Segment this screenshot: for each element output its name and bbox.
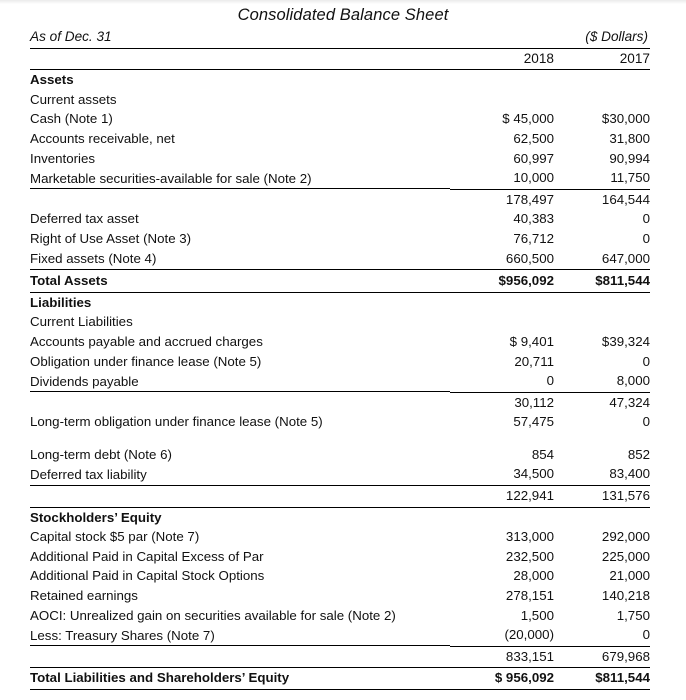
total-assets-value-2017: $811,544 xyxy=(554,270,650,293)
total-liabilities-row xyxy=(30,486,650,508)
table-row xyxy=(30,109,650,129)
line-item-value-2017: 140,218 xyxy=(601,588,650,604)
units-spacer xyxy=(450,27,554,48)
line-item-value-2017: 31,800 xyxy=(609,130,650,146)
line-item-label: Accounts payable and accrued charges xyxy=(30,333,263,349)
line-item-value-2017: $39,324 xyxy=(601,333,650,349)
line-item-label: Accounts receivable, net xyxy=(30,130,175,146)
line-item-value-2018: 40,383 xyxy=(513,211,554,227)
line-item-value-2018: 232,500 xyxy=(505,548,554,564)
table-row xyxy=(30,149,650,169)
table-row xyxy=(30,229,650,249)
table-row xyxy=(30,527,650,547)
line-item-value-2017: 8,000 xyxy=(554,371,650,392)
line-item-label: AOCI: Unrealized gain on securities available for sale (Note 2) xyxy=(30,607,396,623)
table-row xyxy=(30,445,650,465)
subtotal-label xyxy=(30,189,450,209)
line-item-label-text: Deferred tax liability xyxy=(30,465,450,486)
table-row xyxy=(30,332,650,352)
line-item-label: Cash (Note 1) xyxy=(30,111,113,127)
subsection-heading-current-liabilities xyxy=(30,312,650,332)
total-liabilities-value-2017: 131,576 xyxy=(554,486,650,508)
section-heading-equity xyxy=(30,507,650,527)
line-item-value-2017: 852 xyxy=(627,446,650,462)
year-header-blank xyxy=(30,48,450,70)
line-item-label-text: Dividends payable xyxy=(30,372,450,393)
line-item-label xyxy=(30,168,450,189)
column-header-2018: 2018 xyxy=(450,48,554,70)
total-assets-row xyxy=(30,270,650,293)
line-item-value-2017: $30,000 xyxy=(601,111,650,127)
line-item-value-2018: 20,711 xyxy=(514,353,554,369)
subtotal-value-2017: 164,544 xyxy=(601,191,650,207)
total-assets-value-2018: $956,092 xyxy=(450,270,554,293)
line-item-label: Additional Paid in Capital Stock Options xyxy=(30,568,265,584)
balance-sheet-table xyxy=(30,27,650,690)
line-item-value-2017: 647,000 xyxy=(554,249,650,270)
line-item-value-2017: 225,000 xyxy=(601,548,650,564)
line-item-value-2018: 76,712 xyxy=(513,230,554,246)
line-item-value-2017: 1,750 xyxy=(616,607,650,623)
line-item-value-2018: 10,000 xyxy=(450,168,554,189)
as-of-label: As of Dec. 31 xyxy=(30,27,450,48)
subtotal-row-current-assets xyxy=(30,189,650,209)
line-item-value-2018: 278,151 xyxy=(505,588,554,604)
assets-heading: Assets xyxy=(30,72,74,88)
grand-total-row xyxy=(30,668,650,690)
subtotal-value-2018: 178,497 xyxy=(505,191,554,207)
total-liabilities-value-2018: 122,941 xyxy=(450,486,554,508)
subtotal-label xyxy=(30,392,450,412)
line-item-label: Long-term obligation under finance lease (Note 5) xyxy=(30,414,323,430)
line-item-value-2018: 660,500 xyxy=(450,249,554,270)
line-item-value-2018: 313,000 xyxy=(505,529,554,545)
grand-total-value-2018: $ 956,092 xyxy=(450,668,554,690)
line-item-label: Long-term debt (Note 6) xyxy=(30,446,172,462)
units-label: ($ Dollars) xyxy=(554,27,650,48)
line-item-value-2018: 62,500 xyxy=(513,130,554,146)
line-item-value-2018: 34,500 xyxy=(450,464,554,485)
line-item-value-2018: 0 xyxy=(450,371,554,392)
table-row xyxy=(30,249,650,270)
line-item-value-2018: 1,500 xyxy=(520,607,554,623)
table-row xyxy=(30,625,650,646)
table-row xyxy=(30,547,650,567)
table-row xyxy=(30,464,650,485)
line-item-value-2018: 57,475 xyxy=(513,414,554,430)
table-row xyxy=(30,352,650,372)
line-item-label: Capital stock $5 par (Note 7) xyxy=(30,529,200,545)
column-header-2017: 2017 xyxy=(554,48,650,70)
line-item-label: Retained earnings xyxy=(30,588,138,604)
line-item-value-2018: 60,997 xyxy=(513,150,554,166)
total-liabilities-label xyxy=(30,486,450,508)
line-item-label-text: Marketable securities-available for sale (Note 2) xyxy=(30,169,450,190)
line-item-label: Fixed assets (Note 4) xyxy=(30,249,450,270)
total-equity-label xyxy=(30,646,450,668)
line-item-value-2017: 83,400 xyxy=(554,464,650,485)
line-item-label xyxy=(30,371,450,392)
table-row xyxy=(30,566,650,586)
line-item-value-2017: 0 xyxy=(642,230,650,246)
section-heading-assets xyxy=(30,70,650,90)
liabilities-heading: Liabilities xyxy=(30,294,92,310)
line-item-value-2018: $ 45,000 xyxy=(502,111,554,127)
line-item-label: Inventories xyxy=(30,150,96,166)
table-header-years xyxy=(30,48,650,70)
line-item-value-2017: 11,750 xyxy=(554,168,650,189)
equity-heading: Stockholders’ Equity xyxy=(30,509,162,525)
total-equity-value-2017: 679,968 xyxy=(554,646,650,668)
line-item-value-2018: $ 9,401 xyxy=(509,333,554,349)
table-row xyxy=(30,371,650,392)
line-item-value-2017: 292,000 xyxy=(601,529,650,545)
line-item-label: Right of Use Asset (Note 3) xyxy=(30,230,192,246)
line-item-value-2017: 0 xyxy=(642,211,650,227)
subtotal-value-2018: 30,112 xyxy=(514,394,554,410)
current-liabilities-heading: Current Liabilities xyxy=(30,314,133,330)
line-item-label: Additional Paid in Capital Excess of Par xyxy=(30,548,264,564)
line-item-value-2017: 90,994 xyxy=(609,150,650,166)
line-item-value-2018: 28,000 xyxy=(513,568,554,584)
table-row xyxy=(30,168,650,189)
line-item-label: Obligation under finance lease (Note 5) xyxy=(30,353,262,369)
table-row xyxy=(30,606,650,626)
subtotal-value-2017: 47,324 xyxy=(609,394,650,410)
total-equity-row xyxy=(30,646,650,668)
line-item-value-2018: 854 xyxy=(531,446,554,462)
line-item-value-2017: 0 xyxy=(642,353,650,369)
line-item-label xyxy=(30,464,450,485)
line-item-value-2017: 21,000 xyxy=(609,568,650,584)
subsection-heading-current-assets xyxy=(30,90,650,110)
section-heading-liabilities xyxy=(30,292,650,312)
table-row xyxy=(30,412,650,432)
grand-total-label: Total Liabilities and Shareholders’ Equity xyxy=(30,668,450,690)
line-item-value-2017: 0 xyxy=(642,414,650,430)
spacer-row xyxy=(30,432,650,445)
line-item-label: Deferred tax asset xyxy=(30,211,139,227)
table-row xyxy=(30,586,650,606)
page-title: Consolidated Balance Sheet xyxy=(237,6,449,24)
total-equity-value-2018: 833,151 xyxy=(450,646,554,668)
table-row xyxy=(30,129,650,149)
table-row xyxy=(30,209,650,229)
total-assets-label: Total Assets xyxy=(30,270,450,293)
current-assets-heading: Current assets xyxy=(30,91,117,107)
line-item-value-2018: (20,000) xyxy=(450,625,554,646)
line-item-label-text: Less: Treasury Shares (Note 7) xyxy=(30,626,450,647)
line-item-value-2017: 0 xyxy=(554,625,650,646)
table-header-asof xyxy=(30,27,650,48)
line-item-label xyxy=(30,625,450,646)
subtotal-row-current-liabilities xyxy=(30,392,650,412)
scan-edge-artifact xyxy=(0,0,686,4)
grand-total-value-2017: $811,544 xyxy=(554,668,650,690)
